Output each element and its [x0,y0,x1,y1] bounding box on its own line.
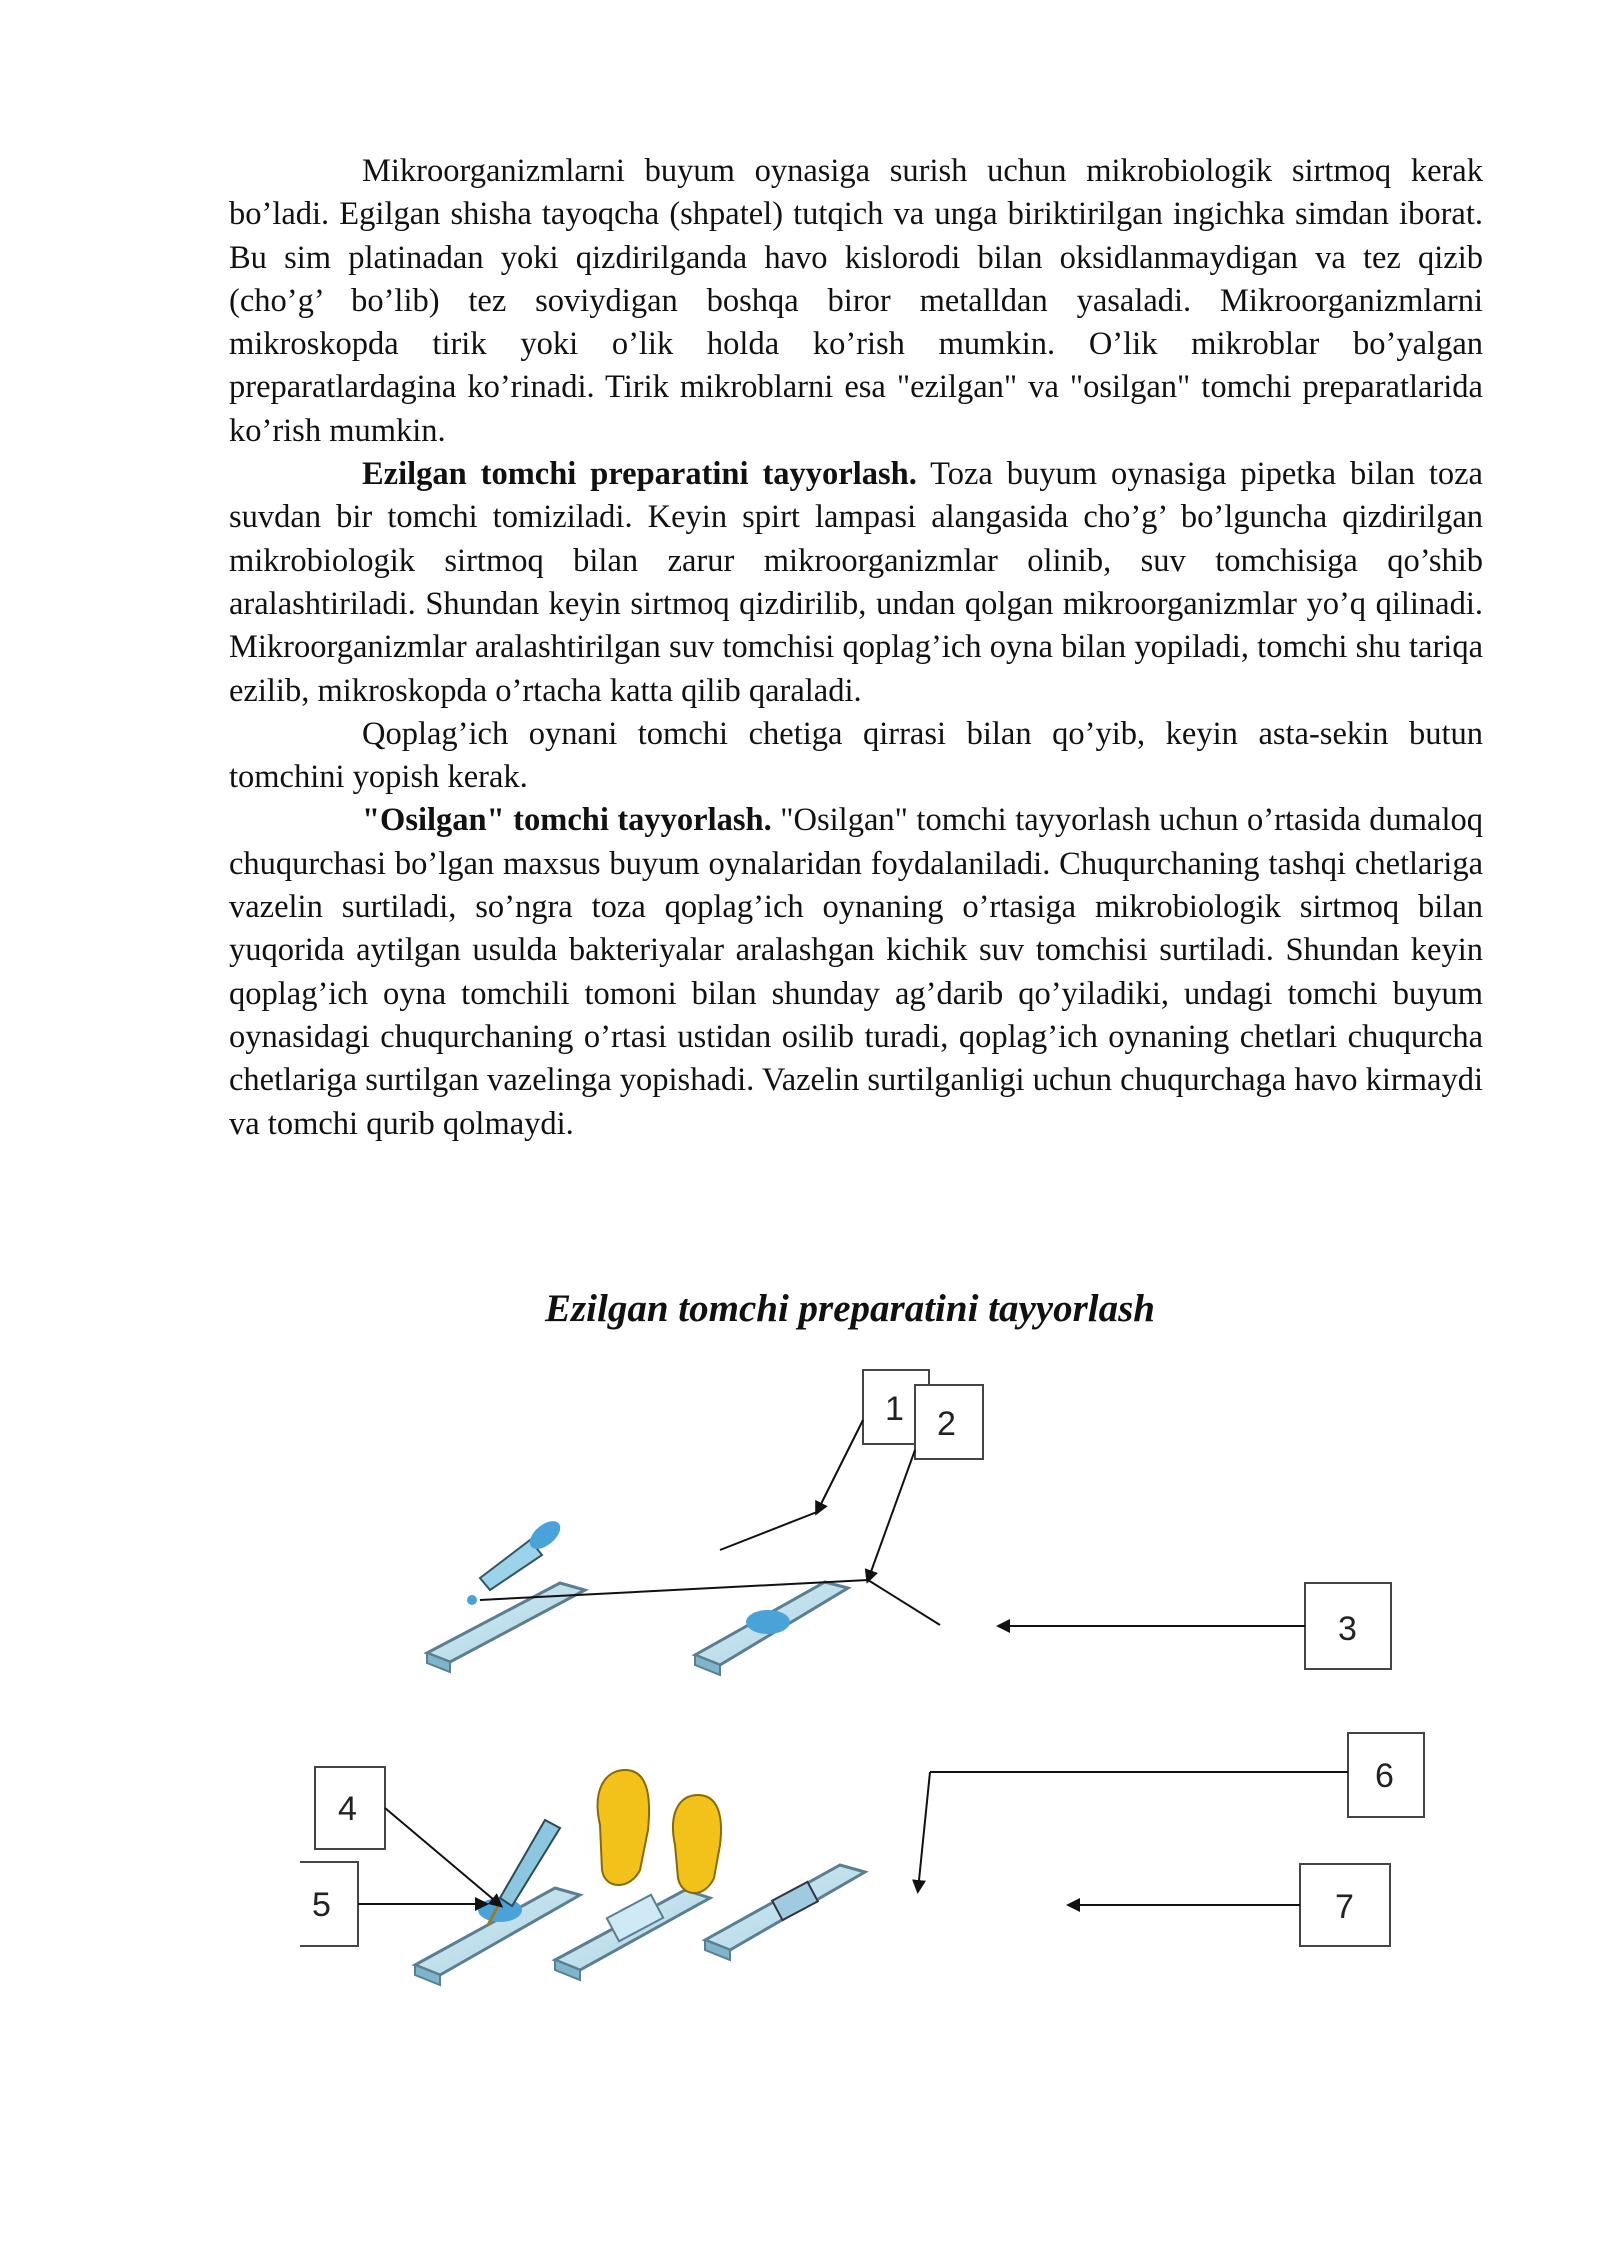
label-1: 1 [885,1390,904,1428]
label-4: 4 [338,1790,357,1828]
label-box-3 [1305,1583,1391,1669]
arrow-2b [868,1580,940,1625]
paragraph-4 [229,799,1483,1145]
arrow-1 [817,1420,863,1512]
arrow-2 [868,1450,915,1580]
paragraph-2-text: Toza buyum oynasiga pipetka bilan toza suvdan bir tomchi tomiziladi. Keyin spirt lampasi alangasida cho’g’ bo’lguncha qizdirilgan mikrobiologik sirtmoq bilan zarur mikroorganizmlar olinib, suv tomchisiga qo’shib aralashtiriladi. Shundan keyin sirtmoq qizdirilib, undan qolgan mikroorganizmlar yo’q qilinadi. Mikroorganizmlar aralashtirilgan suv tomchisi qoplag’ich oyna bilan yopiladi, tomchi shu tariqa ezilib, mikroskopda o’rtacha katta qilib qaraladi. [229,456,1483,709]
label-box-2 [915,1385,983,1459]
label-box-7 [1300,1864,1390,1946]
label-3: 3 [1338,1610,1357,1648]
paragraph-4-text: "Osilgan" tomchi tayyorlash uchun o’rtasida dumaloq chuqurchasi bo’lgan maxsus buyum oynalaridan foydalaniladi. Chuqurchaning tashqi chetlariga vazelin surtiladi, so’ngra toza qoplag’ich oynaning o’rtasiga mikrobiologik sirtmoq bilan yuqorida aytilgan usulda bakteriyalar aralashgan kichik suv tomchisi surtiladi. Shundan keyin qoplag’ich oyna tomchili tomoni bilan shunday ag’darib qo’yiladiki, undagi tomchi buyum oynasidagi chuqurchaning o’rtasi ustidan osilib turadi, qoplag’ich oynaning chetlari chuqurcha chetlariga surtilgan vazelinga yopishadi. Vazelin surtilganligi uchun chuqurchaga havo kirmaydi va tomchi qurib qolmaydi. [229,802,1484,1142]
paragraph-3-text: Qoplag’ich oynani tomchi chetiga qirrasi bilan qo’yib, keyin asta-sekin butun tomchini yopish kerak. [229,715,1483,796]
label-box-5 [300,1862,358,1946]
label-6: 6 [1375,1757,1394,1795]
body-text [229,150,1483,1146]
paragraph-1 [229,150,1483,453]
label-box-4 [315,1767,385,1849]
cover-glass-slide-5 [772,1882,818,1920]
finger-left-icon [598,1770,649,1885]
finger-right-icon [673,1795,721,1893]
paragraph-3 [229,713,1483,800]
arrow-4 [385,1808,500,1905]
figure-illustration [300,1350,1460,2030]
label-2: 2 [937,1405,956,1443]
paragraph-4-heading: "Osilgan" tomchi tayyorlash. [362,802,772,839]
water-drop-slide-2 [746,1610,790,1634]
label-box-6 [1348,1733,1424,1817]
arrow-6b [918,1772,930,1890]
label-5: 5 [312,1886,331,1924]
paragraph-2 [229,453,1483,713]
diagram-svg [300,1350,1460,2030]
paragraph-1-text: Mikroorganizmlarni buyum oynasiga surish uchun mikrobiologik sirtmoq kerak bo’ladi. Egilgan shisha tayoqcha (shpatel) tutqich va unga biriktirilgan ingichka simdan iborat. Bu sim platinadan yoki qizdirilganda havo kislorodi bilan oksidlanmaydigan va tez qizib (cho’g’ bo’lib) tez soviydigan boshqa biror metalldan yasaladi. Mikroorganizmlarni mikroskopda tirik yoki o’lik holda ko’rish mumkin. O’lik mikroblar bo’yalgan preparatlardagina ko’rinadi. Tirik mikroblarni esa "ezilgan" va "osilgan" tomchi preparatlarida ko’rish mumkin. [229,153,1483,449]
paragraph-2-heading: Ezilgan tomchi preparatini tayyorlash. [362,456,917,493]
label-7: 7 [1335,1888,1354,1926]
arrow-1b [720,1512,817,1550]
figure-caption: Ezilgan tomchi preparatini tayyorlash [544,1287,1155,1330]
